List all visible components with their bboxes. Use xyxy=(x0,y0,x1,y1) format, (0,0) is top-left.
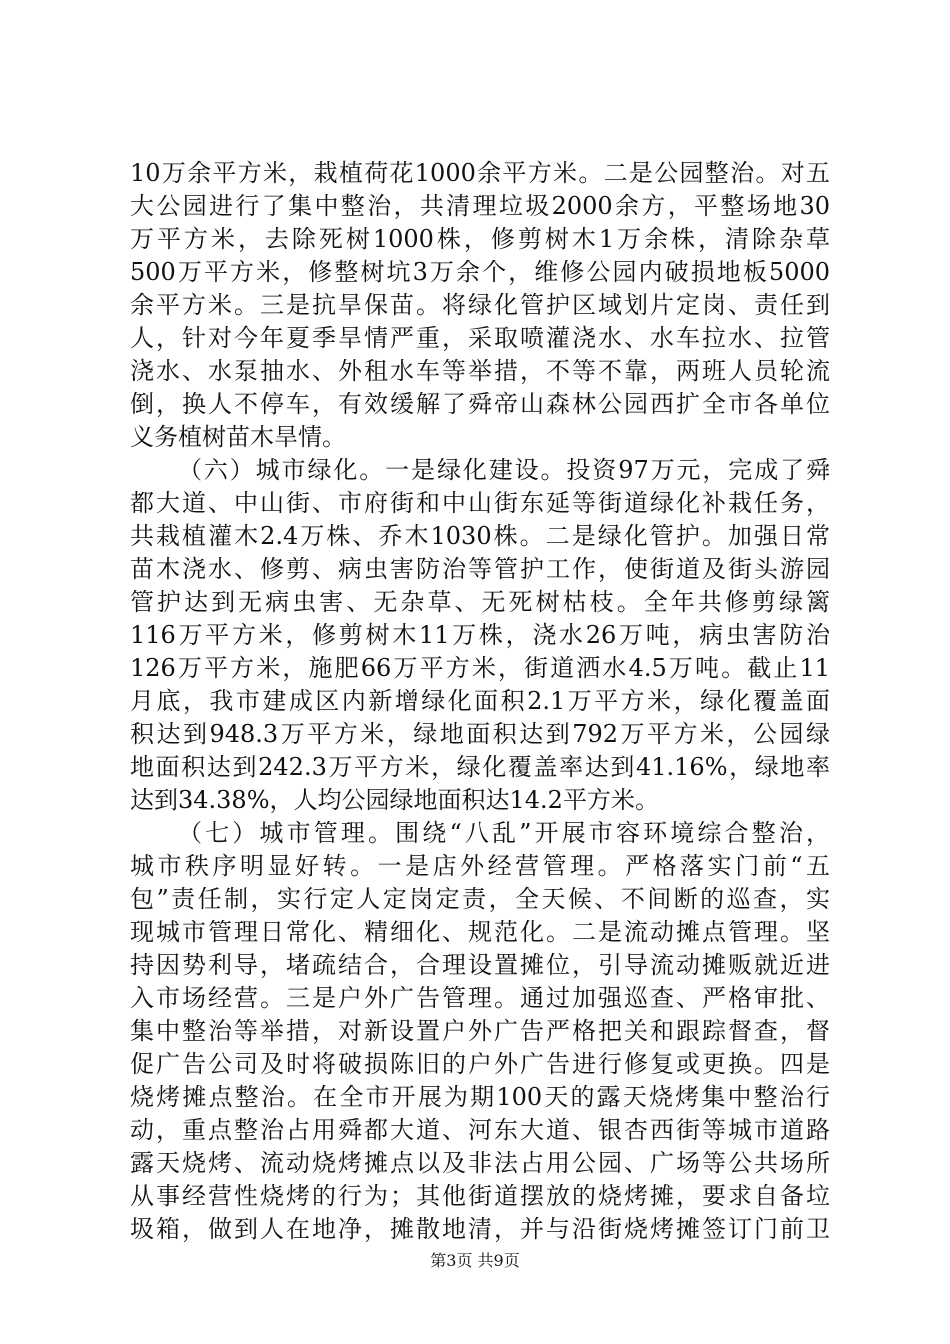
text-line: 500万平方米，修整树坑3万余个，维修公园内破损地板5000 xyxy=(130,258,830,286)
text-line: 烧烤摊点整治。在全市开展为期100天的露天烧烤集中整治行 xyxy=(130,1083,830,1111)
text-line: 地面积达到242.3万平方米，绿化覆盖率达到41.16%，绿地率 xyxy=(130,753,830,781)
text-line: 管护达到无病虫害、无杂草、无死树枯枝。全年共修剪绿篱 xyxy=(130,588,830,616)
text-line: 月底，我市建成区内新增绿化面积2.1万平方米，绿化覆盖面 xyxy=(130,687,830,715)
text-line: 人，针对今年夏季旱情严重，采取喷灌浇水、水车拉水、拉管 xyxy=(130,324,830,352)
text-line: 从事经营性烧烤的行为；其他街道摆放的烧烤摊，要求自备垃 xyxy=(130,1182,830,1210)
text-line: 持因势利导，堵疏结合，合理设置摊位，引导流动摊贩就近进 xyxy=(130,951,830,979)
text-line: 城市秩序明显好转。一是店外经营管理。严格落实门前“五 xyxy=(130,852,830,880)
text-line: 10万余平方米，栽植荷花1000余平方米。二是公园整治。对五 xyxy=(130,159,830,187)
text-line: 义务植树苗木旱情。 xyxy=(130,423,346,451)
page-footer: 第3页 共9页 xyxy=(430,1251,520,1270)
text-line: 126万平方米，施肥66万平方米，街道洒水4.5万吨。截止11 xyxy=(130,654,830,682)
text-line: 动，重点整治占用舜都大道、河东大道、银杏西街等城市道路 xyxy=(130,1116,830,1144)
text-line: （七）城市管理。围绕“八乱”开展市容环境综合整治， xyxy=(178,819,830,847)
document-body xyxy=(130,157,830,1246)
paragraph xyxy=(130,157,830,454)
text-line: 116万平方米，修剪树木11万株，浇水26万吨，病虫害防治 xyxy=(130,621,830,649)
text-line: 浇水、水泵抽水、外租水车等举措，不等不靠，两班人员轮流 xyxy=(130,357,830,385)
text-line: （六）城市绿化。一是绿化建设。投资97万元，完成了舜 xyxy=(178,456,830,484)
text-line: 圾箱，做到人在地净，摊散地清，并与沿街烧烤摊签订门前卫 xyxy=(130,1215,830,1243)
text-line: 集中整治等举措，对新设置户外广告严格把关和跟踪督查，督 xyxy=(130,1017,830,1045)
text-line: 都大道、中山街、市府街和中山街东延等街道绿化补栽任务， xyxy=(130,489,830,517)
text-line: 现城市管理日常化、精细化、规范化。二是流动摊点管理。坚 xyxy=(130,918,830,946)
text-line: 包”责任制，实行定人定岗定责，全天候、不间断的巡查，实 xyxy=(130,885,830,913)
text-line: 共栽植灌木2.4万株、乔木1030株。二是绿化管护。加强日常 xyxy=(130,522,830,550)
text-line: 积达到948.3万平方米，绿地面积达到792万平方米，公园绿 xyxy=(130,720,830,748)
text-line: 万平方米，去除死树1000株，修剪树木1万余株，清除杂草 xyxy=(130,225,830,253)
text-line: 大公园进行了集中整治，共清理垃圾2000余方，平整场地30 xyxy=(130,192,830,220)
text-line: 入市场经营。三是户外广告管理。通过加强巡查、严格审批、 xyxy=(130,984,830,1012)
text-line: 露天烧烤、流动烧烤摊点以及非法占用公园、广场等公共场所 xyxy=(130,1149,830,1177)
text-line: 余平方米。三是抗旱保苗。将绿化管护区域划片定岗、责任到 xyxy=(130,291,830,319)
text-line: 苗木浇水、修剪、病虫害防治等管护工作，使街道及街头游园 xyxy=(130,555,830,583)
text-line: 达到34.38%，人均公园绿地面积达14.2平方米。 xyxy=(130,786,659,814)
text-line: 促广告公司及时将破损陈旧的户外广告进行修复或更换。四是 xyxy=(130,1050,830,1078)
paragraph xyxy=(130,454,830,817)
paragraph xyxy=(130,817,830,1246)
text-line: 倒，换人不停车，有效缓解了舜帝山森林公园西扩全市各单位 xyxy=(130,390,830,418)
